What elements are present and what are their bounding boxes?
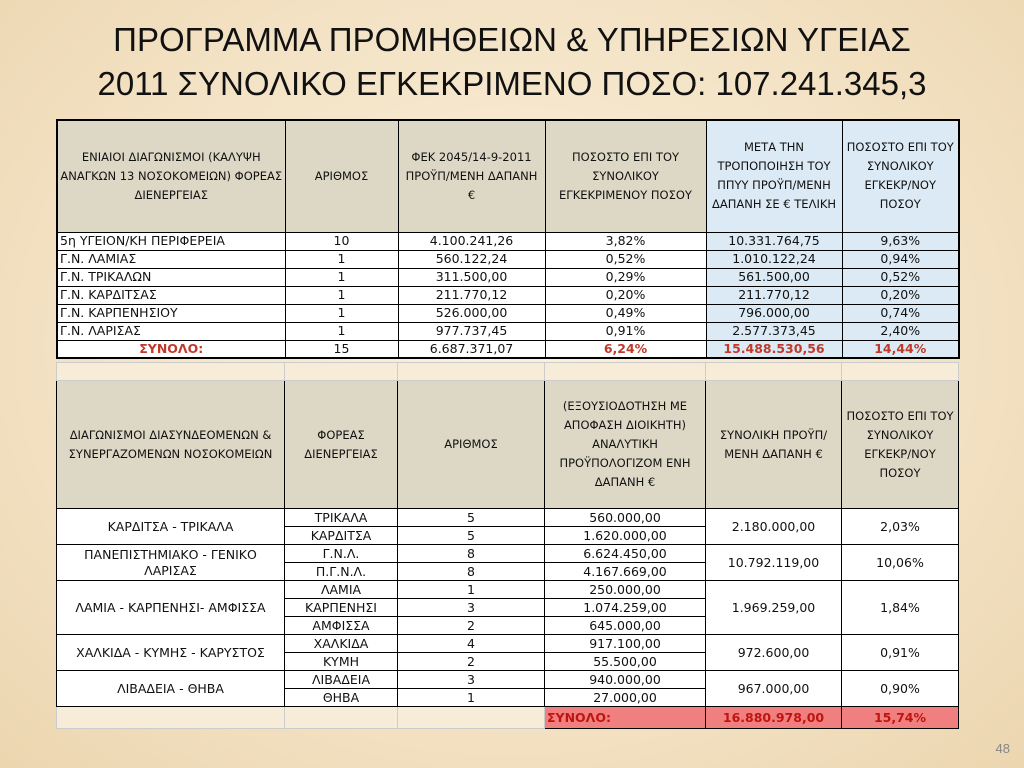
table-cell: 0,52% — [842, 268, 959, 286]
total-label: ΣΥΝΟΛΟ: — [545, 707, 706, 729]
group-name-cell: ΠΑΝΕΠΙΣΤΗΜΙΑΚΟ - ΓΕΝΙΚΟ ΛΑΡΙΣΑΣ — [57, 545, 285, 581]
total-row — [57, 707, 959, 729]
table-cell: 4 — [398, 635, 545, 653]
group-percent-cell: 10,06% — [842, 545, 959, 581]
table-cell: 561.500,00 — [706, 268, 842, 286]
table-cell: 10 — [285, 232, 398, 250]
table-header-row — [57, 120, 959, 232]
table-cell: Γ.Ν. ΛΑΡΙΣΑΣ — [57, 322, 285, 340]
table-cell: 526.000,00 — [398, 304, 545, 322]
table-cell: Π.Γ.Ν.Λ. — [285, 563, 398, 581]
table-cell: 211.770,12 — [706, 286, 842, 304]
table-cell: ΛΑΜΙΑ — [285, 581, 398, 599]
table-cell: 1.010.122,24 — [706, 250, 842, 268]
table-cell: ΑΜΦΙΣΣΑ — [285, 617, 398, 635]
group-percent-cell: 2,03% — [842, 509, 959, 545]
spacer-row — [57, 363, 959, 381]
table-cell: Γ.Ν. ΚΑΡΔΙΤΣΑΣ — [57, 286, 285, 304]
table-row — [57, 250, 959, 268]
table-cell: 1 — [285, 304, 398, 322]
table-cell: ΚΑΡΠΕΝΗΣΙ — [285, 599, 398, 617]
header-cell: ΠΟΣΟΣΤΟ ΕΠΙ ΤΟΥ ΣΥΝΟΛΙΚΟΥ ΕΓΚΕΚΡ/ΝΟΥ ΠΟΣΟΥ — [842, 381, 959, 509]
table-cell: Γ.Ν.Λ. — [285, 545, 398, 563]
table-header-row — [57, 381, 959, 509]
table-cell: 1.074.259,00 — [545, 599, 706, 617]
table-cell: ΘΗΒΑ — [285, 689, 398, 707]
table-cell: 211.770,12 — [398, 286, 545, 304]
total-amount: 6.687.371,07 — [398, 340, 545, 358]
table-row — [57, 304, 959, 322]
header-cell: (ΕΞΟΥΣΙΟΔΟΤΗΣΗ ΜΕ ΑΠΟΦΑΣΗ ΔΙΟΙΚΗΤΗ) ΑΝΑΛΥΤΙΚΗ ΠΡΟΫΠΟΛΟΓΙΖΟΜ ΕΝΗ ΔΑΠΑΝΗ € — [545, 381, 706, 509]
table-cell: 0,49% — [545, 304, 706, 322]
table-cell: 0,29% — [545, 268, 706, 286]
title-line-2: 2011 ΣΥΝΟΛΙΚΟ ΕΓΚΕΚΡΙΜΕΝΟ ΠΟΣΟ: 107.241.345,3 — [97, 65, 927, 102]
table-cell: 8 — [398, 545, 545, 563]
total-final-amount: 15.488.530,56 — [706, 340, 842, 358]
table-cell: 4.100.241,26 — [398, 232, 545, 250]
table-cell: 1 — [285, 322, 398, 340]
header-cell: ΕΝΙΑΙΟΙ ΔΙΑΓΩΝΙΣΜΟΙ (ΚΑΛΥΨΗ ΑΝΑΓΚΩΝ 13 ΝΟΣΟΚΟΜΕΙΩΝ) ΦΟΡΕΑΣ ΔΙΕΝΕΡΓΕΙΑΣ — [57, 120, 285, 232]
table-cell: 645.000,00 — [545, 617, 706, 635]
total-count: 15 — [285, 340, 398, 358]
table-cell: 2 — [398, 653, 545, 671]
table-row — [57, 671, 959, 689]
table-row — [57, 545, 959, 563]
table-row — [57, 268, 959, 286]
table-cell: 940.000,00 — [545, 671, 706, 689]
table-row — [57, 232, 959, 250]
table-cell: 9,63% — [842, 232, 959, 250]
group-percent-cell: 0,91% — [842, 635, 959, 671]
group-total-cell: 10.792.119,00 — [706, 545, 842, 581]
table-cell: 0,91% — [545, 322, 706, 340]
table-cell: 311.500,00 — [398, 268, 545, 286]
table-cell: 1 — [285, 250, 398, 268]
header-cell: ΠΟΣΟΣΤΟ ΕΠΙ ΤΟΥ ΣΥΝΟΛΙΚΟΥ ΕΓΚΕΚΡ/ΝΟΥ ΠΟΣΟΥ — [842, 120, 959, 232]
table-cell: 3 — [398, 671, 545, 689]
table-cell: 917.100,00 — [545, 635, 706, 653]
table-cell: 250.000,00 — [545, 581, 706, 599]
table-cell: 5 — [398, 527, 545, 545]
total-percent: 15,74% — [842, 707, 959, 729]
group-name-cell: ΛΙΒΑΔΕΙΑ - ΘΗΒΑ — [57, 671, 285, 707]
header-cell: ΣΥΝΟΛΙΚΗ ΠΡΟΫΠ/ΜΕΝΗ ΔΑΠΑΝΗ € — [706, 381, 842, 509]
group-total-cell: 967.000,00 — [706, 671, 842, 707]
group-name-cell: ΧΑΛΚΙΔΑ - ΚΥΜΗΣ - ΚΑΡΥΣΤΟΣ — [57, 635, 285, 671]
unified-tenders-table — [56, 119, 960, 359]
table-cell: 5η ΥΓΕΙΟΝ/ΚΗ ΠΕΡΙΦΕΡΕΙΑ — [57, 232, 285, 250]
table-cell: 1 — [285, 286, 398, 304]
table-cell: 1.620.000,00 — [545, 527, 706, 545]
table-cell: ΧΑΛΚΙΔΑ — [285, 635, 398, 653]
table-cell: 1 — [285, 268, 398, 286]
table-cell: 2 — [398, 617, 545, 635]
total-percent: 6,24% — [545, 340, 706, 358]
table-row — [57, 509, 959, 527]
header-cell: ΦΟΡΕΑΣ ΔΙΕΝΕΡΓΕΙΑΣ — [285, 381, 398, 509]
table-cell: 0,52% — [545, 250, 706, 268]
table-cell: 10.331.764,75 — [706, 232, 842, 250]
table-cell: ΚΑΡΔΙΤΣΑ — [285, 527, 398, 545]
table-cell: 1 — [398, 581, 545, 599]
table-row — [57, 322, 959, 340]
table-cell: 0,74% — [842, 304, 959, 322]
table-cell: 8 — [398, 563, 545, 581]
total-row — [57, 340, 959, 358]
group-percent-cell: 0,90% — [842, 671, 959, 707]
table-row — [57, 635, 959, 653]
slide-title — [0, 18, 1024, 106]
table-cell: ΤΡΙΚΑΛΑ — [285, 509, 398, 527]
title-line-1: ΠΡΟΓΡΑΜΜΑ ΠΡΟΜΗΘΕΙΩΝ & ΥΠΗΡΕΣΙΩΝ ΥΓΕΙΑΣ — [113, 21, 911, 58]
table-cell: Γ.Ν. ΛΑΜΙΑΣ — [57, 250, 285, 268]
header-cell: ΠΟΣΟΣΤΟ ΕΠΙ ΤΟΥ ΣΥΝΟΛΙΚΟΥ ΕΓΚΕΚΡΙΜΕΝΟΥ ΠΟΣΟΥ — [545, 120, 706, 232]
table-cell: ΚΥΜΗ — [285, 653, 398, 671]
group-total-cell: 2.180.000,00 — [706, 509, 842, 545]
header-cell: ΔΙΑΓΩΝΙΣΜΟΙ ΔΙΑΣΥΝΔΕΟΜΕΝΩΝ & ΣΥΝΕΡΓΑΖΟΜΕΝΩΝ ΝΟΣΟΚΟΜΕΙΩΝ — [57, 381, 285, 509]
group-total-cell: 972.600,00 — [706, 635, 842, 671]
table-cell: ΛΙΒΑΔΕΙΑ — [285, 671, 398, 689]
table-cell: Γ.Ν. ΚΑΡΠΕΝΗΣΙΟΥ — [57, 304, 285, 322]
group-total-cell: 1.969.259,00 — [706, 581, 842, 635]
table-cell: 5 — [398, 509, 545, 527]
header-cell: ΑΡΙΘΜΟΣ — [285, 120, 398, 232]
table-cell: 560.122,24 — [398, 250, 545, 268]
total-amount: 16.880.978,00 — [706, 707, 842, 729]
table-cell: 4.167.669,00 — [545, 563, 706, 581]
table-row — [57, 286, 959, 304]
table-cell: 6.624.450,00 — [545, 545, 706, 563]
table-cell: 0,94% — [842, 250, 959, 268]
group-name-cell: ΚΑΡΔΙΤΣΑ - ΤΡΙΚΑΛΑ — [57, 509, 285, 545]
table-cell: 796.000,00 — [706, 304, 842, 322]
table-cell: 1 — [398, 689, 545, 707]
table-cell: 3 — [398, 599, 545, 617]
header-cell: ΜΕΤΑ ΤΗΝ ΤΡΟΠΟΠΟΙΗΣΗ ΤΟΥ ΠΠΥΥ ΠΡΟΫΠ/ΜΕΝΗ ΔΑΠΑΝΗ ΣΕ € ΤΕΛΙΚΗ — [706, 120, 842, 232]
table-cell: 2,40% — [842, 322, 959, 340]
table-cell: 55.500,00 — [545, 653, 706, 671]
table-cell: 977.737,45 — [398, 322, 545, 340]
total-final-percent: 14,44% — [842, 340, 959, 358]
total-label: ΣΥΝΟΛΟ: — [57, 340, 285, 358]
header-cell: ΑΡΙΘΜΟΣ — [398, 381, 545, 509]
table-cell: 3,82% — [545, 232, 706, 250]
table-cell: 0,20% — [545, 286, 706, 304]
table-cell: Γ.Ν. ΤΡΙΚΑΛΩΝ — [57, 268, 285, 286]
table-cell: 2.577.373,45 — [706, 322, 842, 340]
header-cell: ΦΕΚ 2045/14-9-2011 ΠΡΟΫΠ/ΜΕΝΗ ΔΑΠΑΝΗ € — [398, 120, 545, 232]
linked-hospitals-table — [56, 362, 959, 729]
table-cell: 0,20% — [842, 286, 959, 304]
table-cell: 560.000,00 — [545, 509, 706, 527]
page-number: 48 — [995, 741, 1010, 756]
group-name-cell: ΛΑΜΙΑ - ΚΑΡΠΕΝΗΣΙ- ΑΜΦΙΣΣΑ — [57, 581, 285, 635]
table-cell: 27.000,00 — [545, 689, 706, 707]
group-percent-cell: 1,84% — [842, 581, 959, 635]
table-row — [57, 581, 959, 599]
